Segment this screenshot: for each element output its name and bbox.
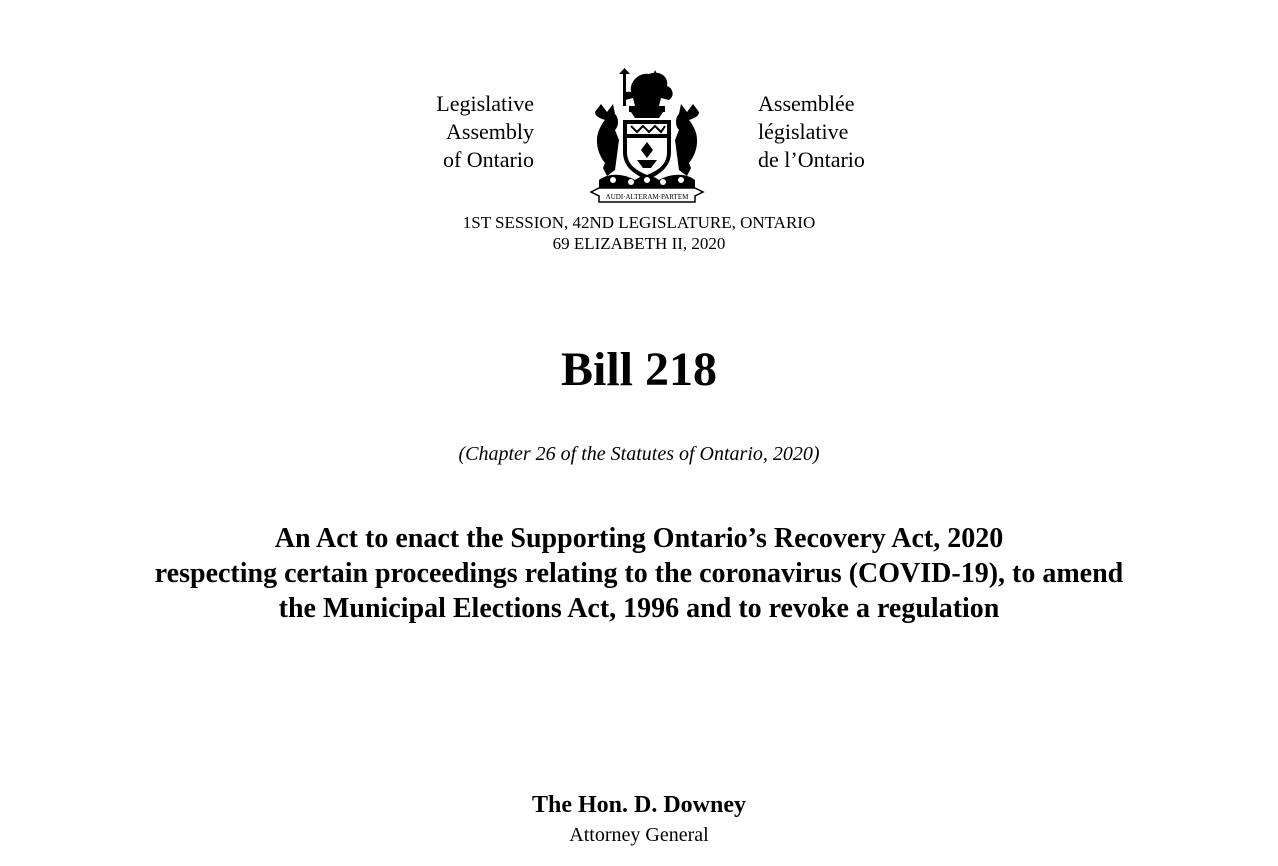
session-info (0, 212, 1278, 254)
regnal-year-line: 69 ELIZABETH II, 2020 (552, 234, 726, 253)
bill-title-line: respecting certain proceedings relating to the coronavirus (COVID-19), to amend (154, 558, 1124, 589)
assembly-name-french (758, 90, 865, 174)
masthead (0, 68, 1278, 204)
assembly-name-french-line: de l’Ontario (758, 147, 865, 172)
bill-title (0, 521, 1278, 626)
assembly-name-french-line: législative (758, 119, 849, 144)
assembly-name-french-line: Assemblée (758, 91, 855, 116)
assembly-name-english-line: Assembly (446, 119, 534, 144)
coat-of-arms-icon (585, 68, 709, 204)
assembly-name-english-line: Legislative (436, 91, 534, 116)
assembly-name-english (436, 90, 534, 174)
bill-title-line: the Municipal Elections Act, 1996 and to revoke a regulation (278, 593, 1000, 624)
sponsor-name: The Hon. D. Downey (531, 792, 747, 818)
bill-title-line: An Act to enact the Supporting Ontario’s Recovery Act, 2020 (274, 523, 1004, 554)
bill-number: Bill 218 (560, 343, 718, 396)
assembly-name-english-line: of Ontario (442, 147, 534, 172)
sponsor-role: Attorney General (569, 824, 709, 846)
crest-motto: AUDI·ALTERAM·PARTEM (605, 193, 689, 201)
session-line: 1ST SESSION, 42ND LEGISLATURE, ONTARIO (462, 213, 816, 232)
statute-chapter: (Chapter 26 of the Statutes of Ontario, 2020) (458, 443, 820, 465)
